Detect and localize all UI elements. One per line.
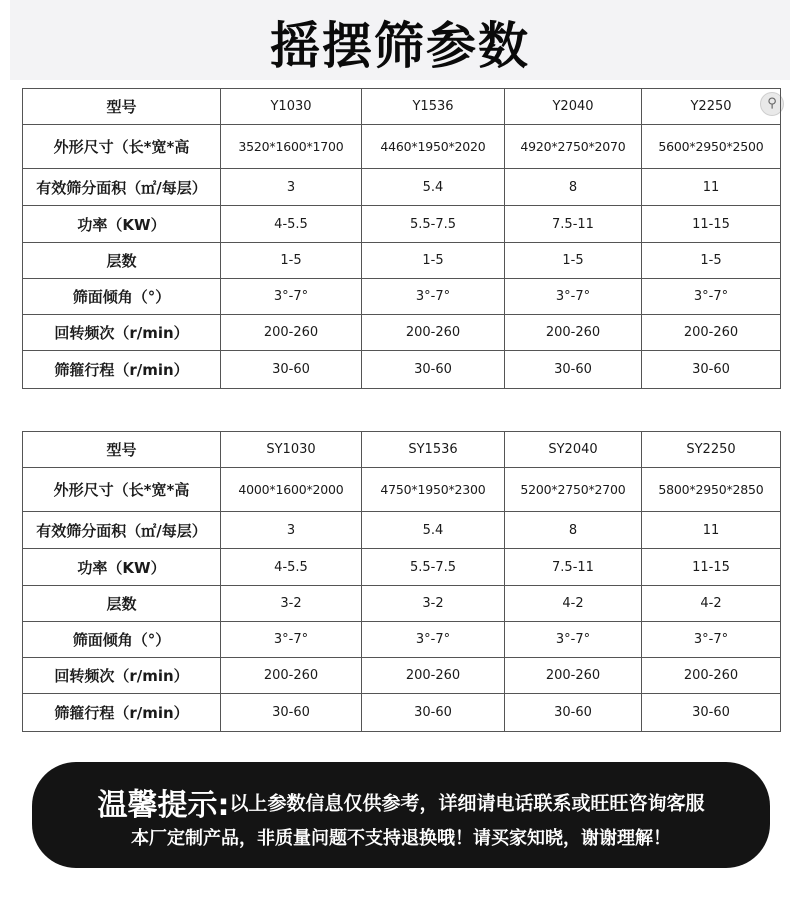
table-row [23, 206, 781, 243]
model-header-cell: SY1030 [221, 432, 362, 468]
row-label: 回转频次（r/min） [23, 315, 221, 351]
row-label: 外形尺寸（长*宽*高 [23, 125, 221, 169]
table-row [23, 586, 781, 622]
table-row [23, 169, 781, 206]
table-cell: 30-60 [221, 351, 362, 389]
table-cell: 7.5-11 [505, 549, 642, 586]
row-label: 层数 [23, 586, 221, 622]
table-row [23, 315, 781, 351]
table-cell: 3°-7° [505, 279, 642, 315]
spec-table-sy-series [22, 431, 781, 732]
table-cell: 3°-7° [221, 622, 362, 658]
table-cell: 3°-7° [642, 279, 781, 315]
row-label: 回转频次（r/min） [23, 658, 221, 694]
table-cell: 11 [642, 512, 781, 549]
table-cell: 4000*1600*2000 [221, 468, 362, 512]
image-search-icon[interactable]: ⚲ [760, 92, 784, 116]
table-cell: 3°-7° [362, 279, 505, 315]
table-cell: 4920*2750*2070 [505, 125, 642, 169]
notice-heading: 温馨提示: [97, 788, 230, 823]
table-cell: 5800*2950*2850 [642, 468, 781, 512]
table-cell: 30-60 [642, 694, 781, 732]
notice-banner [32, 762, 770, 868]
table-cell: 200-260 [642, 658, 781, 694]
table-cell: 5600*2950*2500 [642, 125, 781, 169]
table-cell: 30-60 [221, 694, 362, 732]
table-cell: 4-2 [642, 586, 781, 622]
table-cell: 200-260 [642, 315, 781, 351]
table-cell: 3 [221, 512, 362, 549]
notice-line-1 [32, 780, 770, 824]
model-header-cell: Y2040 [505, 89, 642, 125]
table-cell: 11-15 [642, 549, 781, 586]
table-cell: 30-60 [505, 694, 642, 732]
table-cell: 8 [505, 512, 642, 549]
table-cell: 4-5.5 [221, 206, 362, 243]
table-cell: 30-60 [642, 351, 781, 389]
table-row [23, 658, 781, 694]
row-label: 功率（KW） [23, 549, 221, 586]
table-cell: 4750*1950*2300 [362, 468, 505, 512]
table-cell: 3°-7° [221, 279, 362, 315]
table-row [23, 279, 781, 315]
table-cell: 4460*1950*2020 [362, 125, 505, 169]
table-cell: 200-260 [362, 658, 505, 694]
table-cell: 3°-7° [505, 622, 642, 658]
table-cell: 11 [642, 169, 781, 206]
model-header-cell: SY2040 [505, 432, 642, 468]
table-cell: 200-260 [362, 315, 505, 351]
row-label: 功率（KW） [23, 206, 221, 243]
spec-table-y-series [22, 88, 781, 389]
table-row [23, 512, 781, 549]
notice-text-1: 以上参数信息仅供参考，详细请电话联系或旺旺咨询客服 [229, 792, 705, 815]
table-row [23, 468, 781, 512]
table-cell: 30-60 [362, 694, 505, 732]
table-row [23, 622, 781, 658]
row-label: 有效筛分面积（㎡/每层） [23, 512, 221, 549]
table-header-row [23, 89, 781, 125]
notice-text-2: 本厂定制产品，非质量问题不支持退换哦！请买家知晓，谢谢理解！ [131, 828, 671, 849]
table-cell: 3-2 [362, 586, 505, 622]
table-cell: 3°-7° [642, 622, 781, 658]
model-header-cell: Y1030 [221, 89, 362, 125]
row-label: 筛面倾角（°） [23, 279, 221, 315]
row-label: 筛面倾角（°） [23, 622, 221, 658]
table-cell: 3°-7° [362, 622, 505, 658]
model-header-cell: Y1536 [362, 89, 505, 125]
table-cell: 3 [221, 169, 362, 206]
table-row [23, 351, 781, 389]
model-header-cell: SY1536 [362, 432, 505, 468]
table-cell: 7.5-11 [505, 206, 642, 243]
table-cell: 1-5 [221, 243, 362, 279]
table-cell: 5.5-7.5 [362, 549, 505, 586]
table-cell: 5200*2750*2700 [505, 468, 642, 512]
table-cell: 11-15 [642, 206, 781, 243]
table-cell: 30-60 [505, 351, 642, 389]
table-cell: 30-60 [362, 351, 505, 389]
table-cell: 200-260 [221, 658, 362, 694]
table-row [23, 694, 781, 732]
table-cell: 3-2 [221, 586, 362, 622]
table-cell: 5.5-7.5 [362, 206, 505, 243]
row-label: 筛箍行程（r/min） [23, 694, 221, 732]
table-cell: 200-260 [505, 658, 642, 694]
table-cell: 4-5.5 [221, 549, 362, 586]
table-cell: 5.4 [362, 512, 505, 549]
table-cell: 4-2 [505, 586, 642, 622]
header-model-label: 型号 [23, 432, 221, 468]
model-header-cell: Y2250 [642, 89, 781, 125]
row-label: 有效筛分面积（㎡/每层） [23, 169, 221, 206]
table-cell: 200-260 [221, 315, 362, 351]
table-cell: 1-5 [642, 243, 781, 279]
table-row [23, 549, 781, 586]
table-cell: 8 [505, 169, 642, 206]
page-title: 摇摆筛参数 [270, 17, 530, 75]
table-cell: 1-5 [362, 243, 505, 279]
header-model-label: 型号 [23, 89, 221, 125]
model-header-cell: SY2250 [642, 432, 781, 468]
table-header-row [23, 432, 781, 468]
table-row [23, 125, 781, 169]
row-label: 筛箍行程（r/min） [23, 351, 221, 389]
table-cell: 3520*1600*1700 [221, 125, 362, 169]
row-label: 外形尺寸（长*宽*高 [23, 468, 221, 512]
table-cell: 1-5 [505, 243, 642, 279]
table-cell: 200-260 [505, 315, 642, 351]
row-label: 层数 [23, 243, 221, 279]
table-row [23, 243, 781, 279]
table-cell: 5.4 [362, 169, 505, 206]
